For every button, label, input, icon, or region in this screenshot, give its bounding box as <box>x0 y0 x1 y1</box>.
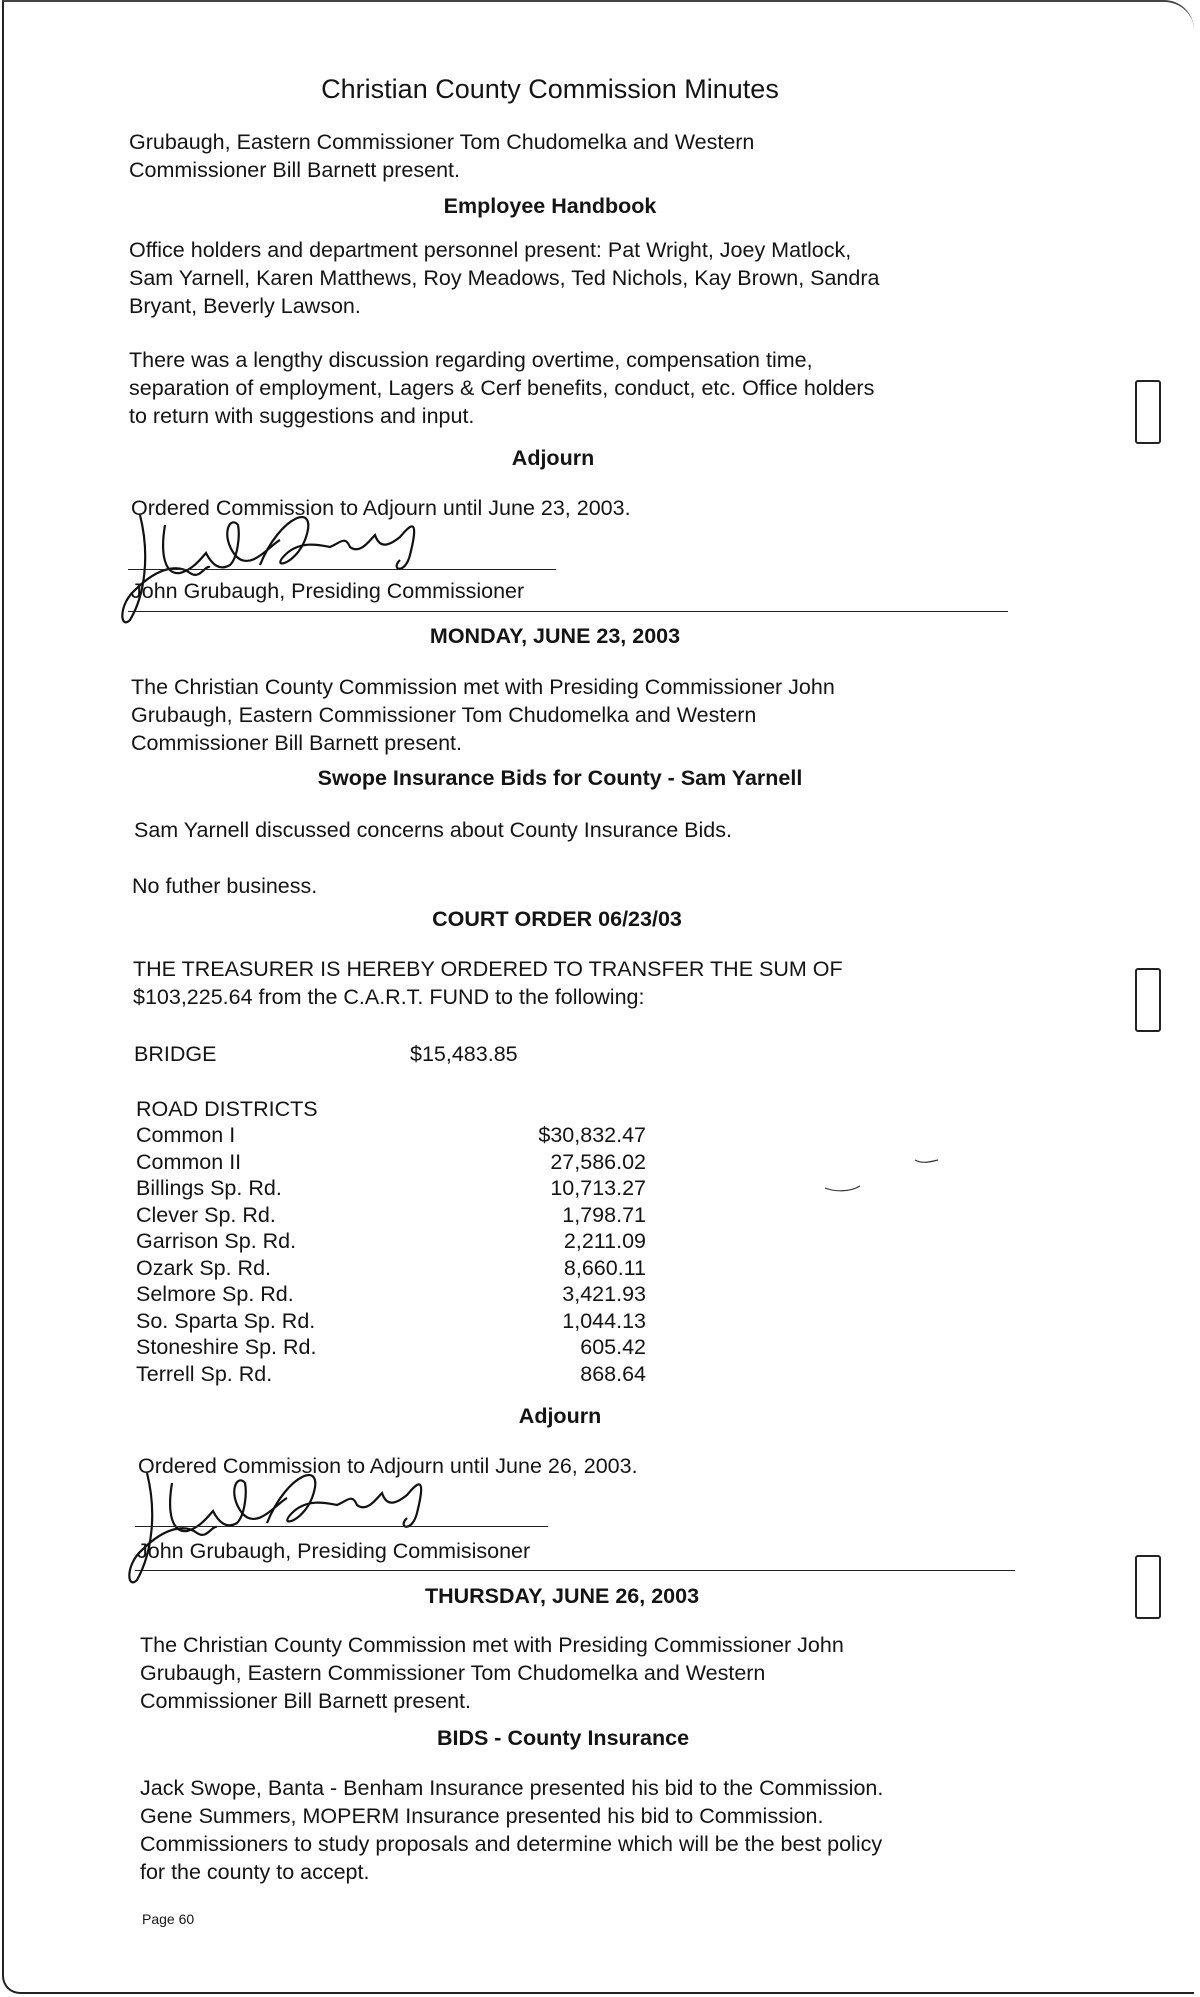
binder-tab-1 <box>1135 380 1161 444</box>
text-line: The Christian County Commission met with Presiding Commissioner John <box>131 675 835 699</box>
signature-line <box>128 569 556 570</box>
text-line: Commissioner Bill Barnett present. <box>129 158 460 182</box>
heading-court-order: COURT ORDER 06/23/03 <box>432 907 682 931</box>
signature-2 <box>125 1455 485 1595</box>
district-name: Terrell Sp. Rd. <box>136 1361 273 1386</box>
district-amount: 10,713.27 <box>550 1176 646 1200</box>
text-line: Commissioner Bill Barnett present. <box>131 731 462 755</box>
district-name: Common I <box>136 1123 236 1147</box>
district-amount: 27,586.02 <box>550 1149 646 1174</box>
district-amount: 8,660.11 <box>563 1255 646 1280</box>
text-line: $103,225.64 from the C.A.R.T. FUND to the following: <box>133 985 645 1009</box>
heading-swope-insurance: Swope Insurance Bids for County - Sam Yarnell <box>317 766 803 790</box>
signer-name: John Grubaugh, Presiding Commissioner <box>131 579 525 603</box>
bids-paragraph <box>140 1774 883 1886</box>
district-amount: 868.64 <box>580 1361 646 1386</box>
order-text <box>133 955 843 1011</box>
signature-line-2 <box>135 1526 548 1527</box>
block1-intro <box>129 128 754 184</box>
district-name: Clever Sp. Rd. <box>136 1202 276 1227</box>
text-line: for the county to accept. <box>140 1860 370 1884</box>
text-line: Grubaugh, Eastern Commissioner Tom Chudomelka and Western <box>129 130 755 154</box>
road-district-amounts <box>506 1122 646 1387</box>
heading-bids-county-insurance: BIDS - County Insurance <box>436 1726 690 1750</box>
text-line: to return with suggestions and input. <box>129 404 475 428</box>
district-name: Common II <box>136 1149 242 1174</box>
discussion-paragraph <box>129 346 874 430</box>
road-district-names <box>136 1122 316 1387</box>
district-amount: 605.42 <box>580 1335 646 1359</box>
district-name: Selmore Sp. Rd. <box>136 1282 294 1306</box>
document-title: Christian County Commission Minutes <box>321 74 779 104</box>
district-amount: 1,044.13 <box>562 1308 646 1333</box>
text-line: Office holders and department personnel present: Pat Wright, Joey Matlock, <box>129 238 852 262</box>
district-name: Garrison Sp. Rd. <box>136 1229 297 1253</box>
signature-1 <box>120 495 480 635</box>
road-districts-heading: ROAD DISTRICTS <box>136 1097 318 1121</box>
heading-employee-handbook: Employee Handbook <box>443 194 657 218</box>
text-line: separation of employment, Lagers & Cerf benefits, conduct, etc. Office holders <box>129 376 875 400</box>
text-line: Jack Swope, Banta - Benham Insurance presented his bid to the Commission. <box>140 1776 884 1800</box>
scan-mark <box>820 1150 950 1200</box>
block3-intro <box>140 1631 844 1715</box>
district-amount: 3,421.93 <box>562 1282 646 1306</box>
section-divider <box>128 611 1008 612</box>
district-amount: $30,832.47 <box>538 1123 646 1147</box>
signer-name-2: John Grubaugh, Presiding Commisisoner <box>137 1539 531 1563</box>
text-line: Commissioner Bill Barnett present. <box>140 1689 471 1713</box>
text-line: The Christian County Commission met with Presiding Commissioner John <box>140 1633 844 1657</box>
text-line: Grubaugh, Eastern Commissioner Tom Chudomelka and Western <box>131 703 757 727</box>
text-line: Gene Summers, MOPERM Insurance presented his bid to Commission. <box>140 1804 824 1828</box>
date-heading-june-26: THURSDAY, JUNE 26, 2003 <box>424 1584 700 1608</box>
text-line: Sam Yarnell, Karen Matthews, Roy Meadows, Ted Nichols, Kay Brown, Sandra <box>129 266 880 290</box>
adjourn-text-2: Ordered Commission to Adjourn until June 26, 2003. <box>138 1454 638 1478</box>
section-divider-2 <box>135 1570 1015 1571</box>
personnel-present <box>129 236 879 320</box>
text-line: THE TREASURER IS HEREBY ORDERED TO TRANSFER THE SUM OF <box>133 957 843 981</box>
district-name: Stoneshire Sp. Rd. <box>136 1335 317 1359</box>
page-number: Page 60 <box>142 1911 195 1927</box>
discussion-text: Sam Yarnell discussed concerns about County Insurance Bids. <box>134 818 732 842</box>
district-name: So. Sparta Sp. Rd. <box>136 1308 316 1333</box>
text-line: Bryant, Beverly Lawson. <box>129 294 361 318</box>
bridge-label: BRIDGE <box>134 1042 217 1066</box>
no-further-business: No futher business. <box>132 874 318 898</box>
text-line: Commissioners to study proposals and determine which will be the best policy <box>140 1832 883 1856</box>
adjourn-text: Ordered Commission to Adjourn until June 23, 2003. <box>131 496 631 520</box>
bridge-amount: $15,483.85 <box>410 1042 518 1066</box>
date-heading-june-23: MONDAY, JUNE 23, 2003 <box>429 624 681 648</box>
district-amount: 1,798.71 <box>562 1202 646 1227</box>
text-line: There was a lengthy discussion regarding overtime, compensation time, <box>129 348 813 372</box>
heading-adjourn: Adjourn <box>511 446 595 470</box>
heading-adjourn-2: Adjourn <box>518 1404 602 1428</box>
district-name: Ozark Sp. Rd. <box>136 1255 272 1280</box>
text-line: Grubaugh, Eastern Commissioner Tom Chudomelka and Western <box>140 1661 766 1685</box>
district-amount: 2,211.09 <box>563 1229 646 1253</box>
binder-tab-2 <box>1135 968 1161 1032</box>
binder-tab-3 <box>1135 1555 1161 1619</box>
district-name: Billings Sp. Rd. <box>136 1176 282 1200</box>
block2-intro <box>131 673 835 757</box>
